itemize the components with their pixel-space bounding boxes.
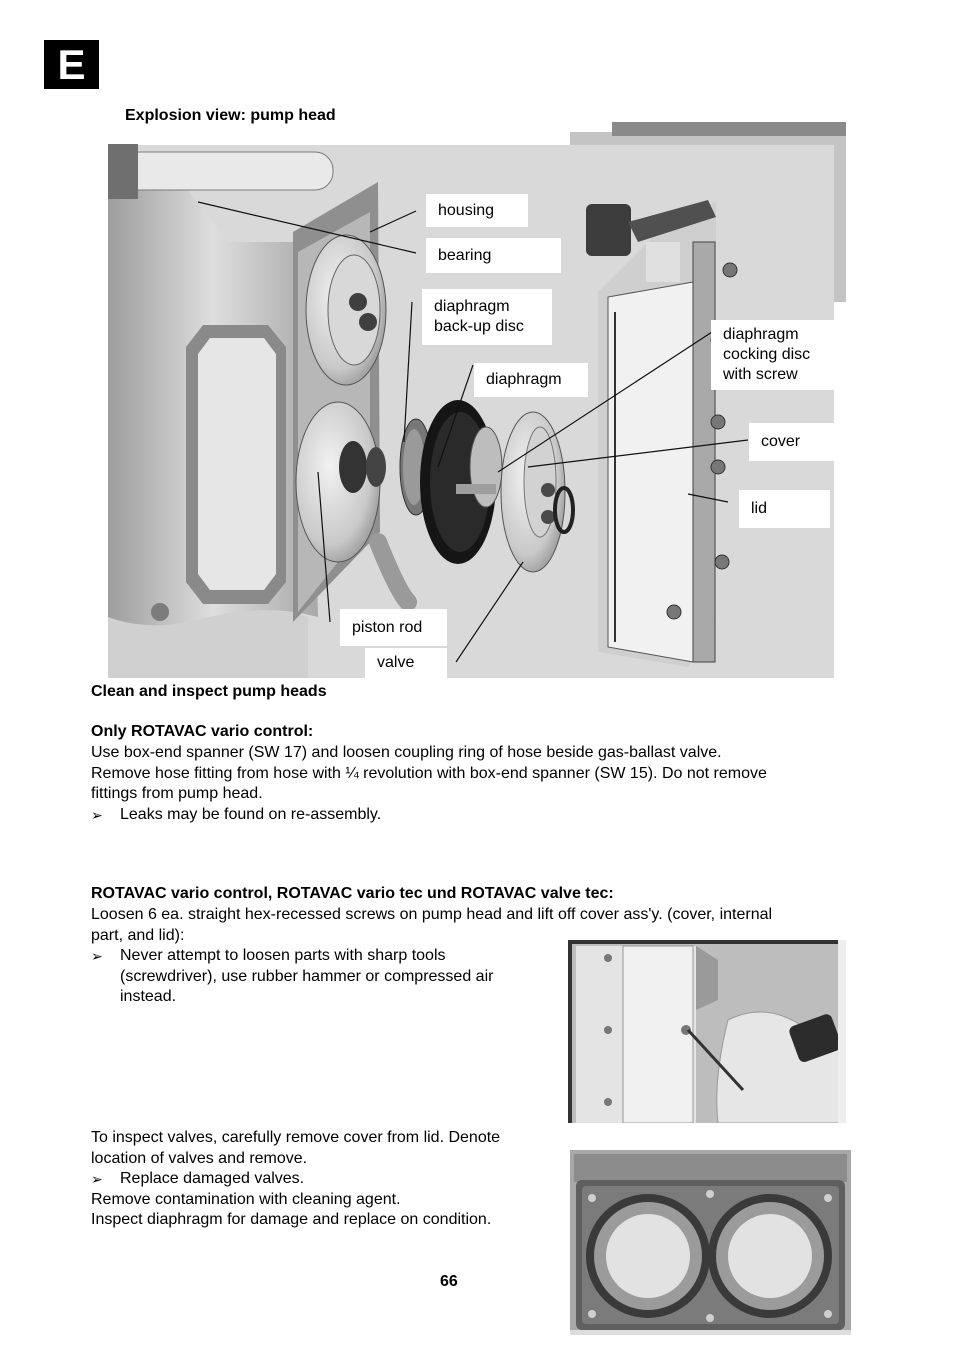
- label-valve: valve: [365, 648, 447, 678]
- bullet-sharp-tools: [91, 946, 551, 1008]
- bullet-arrow-icon: ➢: [91, 1171, 103, 1187]
- section-vario-control-title: Only ROTAVAC vario control:: [91, 723, 314, 740]
- paragraph-line: To inspect valves, carefully remove cover from lid. Denote: [91, 1129, 501, 1146]
- bullet-text-line: Never attempt to loosen parts with sharp tools: [120, 947, 446, 964]
- label-housing: housing: [426, 194, 528, 227]
- label-backup-line1: diaphragm: [434, 298, 510, 315]
- section-vario-tec-title: ROTAVAC vario control, ROTAVAC vario tec und ROTAVAC valve tec:: [91, 885, 614, 902]
- label-diaphragm-backup-disc: [422, 289, 552, 345]
- loosen-screws-photo: [568, 940, 846, 1123]
- label-cocking-line2: cocking disc: [723, 346, 811, 363]
- bullet-leaks: [91, 805, 851, 826]
- explosion-view-title: Explosion view: pump head: [125, 107, 336, 124]
- lid-valves-photo: [570, 1150, 851, 1335]
- bullet-text-line: instead.: [120, 988, 177, 1005]
- bullet-text: Leaks may be found on re-assembly.: [120, 805, 382, 823]
- label-cocking-line3: with screw: [723, 366, 798, 383]
- bullet-arrow-icon: ➢: [91, 948, 103, 964]
- bullet-item: [91, 946, 551, 967]
- label-cover: cover: [749, 423, 834, 461]
- section-clean-inspect-title: Clean and inspect pump heads: [91, 683, 327, 700]
- paragraph-line: Loosen 6 ea. straight hex-recessed screws on pump head and lift off cover ass'y. (cover, internal: [91, 906, 773, 923]
- bullet-replace-valves: [91, 1169, 561, 1190]
- paragraph-line: fittings from pump head.: [91, 785, 263, 802]
- label-diaphragm-cocking-disc: [711, 320, 835, 390]
- paragraph-line: location of valves and remove.: [91, 1149, 308, 1167]
- label-piston-rod: piston rod: [340, 609, 447, 646]
- label-bearing: bearing: [426, 238, 561, 273]
- section-vario-control-body: [91, 743, 851, 825]
- bullet-text: Replace damaged valves.: [120, 1170, 305, 1187]
- label-lid: lid: [739, 490, 830, 528]
- paragraph-line: Inspect diaphragm for damage and replace on condition.: [91, 1211, 492, 1228]
- paragraph-line: part, and lid):: [91, 926, 185, 944]
- language-badge: E: [44, 40, 99, 89]
- label-backup-line2: back-up disc: [434, 318, 524, 335]
- bullet-arrow-icon: ➢: [91, 806, 103, 823]
- label-cocking-line1: diaphragm: [723, 326, 799, 343]
- bullet-text-line: (screwdriver), use rubber hammer or compressed air: [120, 967, 494, 985]
- paragraph-line: Use box-end spanner (SW 17) and loosen coupling ring of hose beside gas-ballast valve.: [91, 744, 722, 761]
- paragraph-line: Remove hose fitting from hose with ¼ revolution with box-end spanner (SW 15). Do not remove: [91, 764, 767, 782]
- paragraph-line: Remove contamination with cleaning agent.: [91, 1190, 401, 1208]
- section-inspect-valves-body: [91, 1128, 561, 1231]
- label-diaphragm: diaphragm: [474, 363, 588, 397]
- page-number: 66: [440, 1273, 458, 1290]
